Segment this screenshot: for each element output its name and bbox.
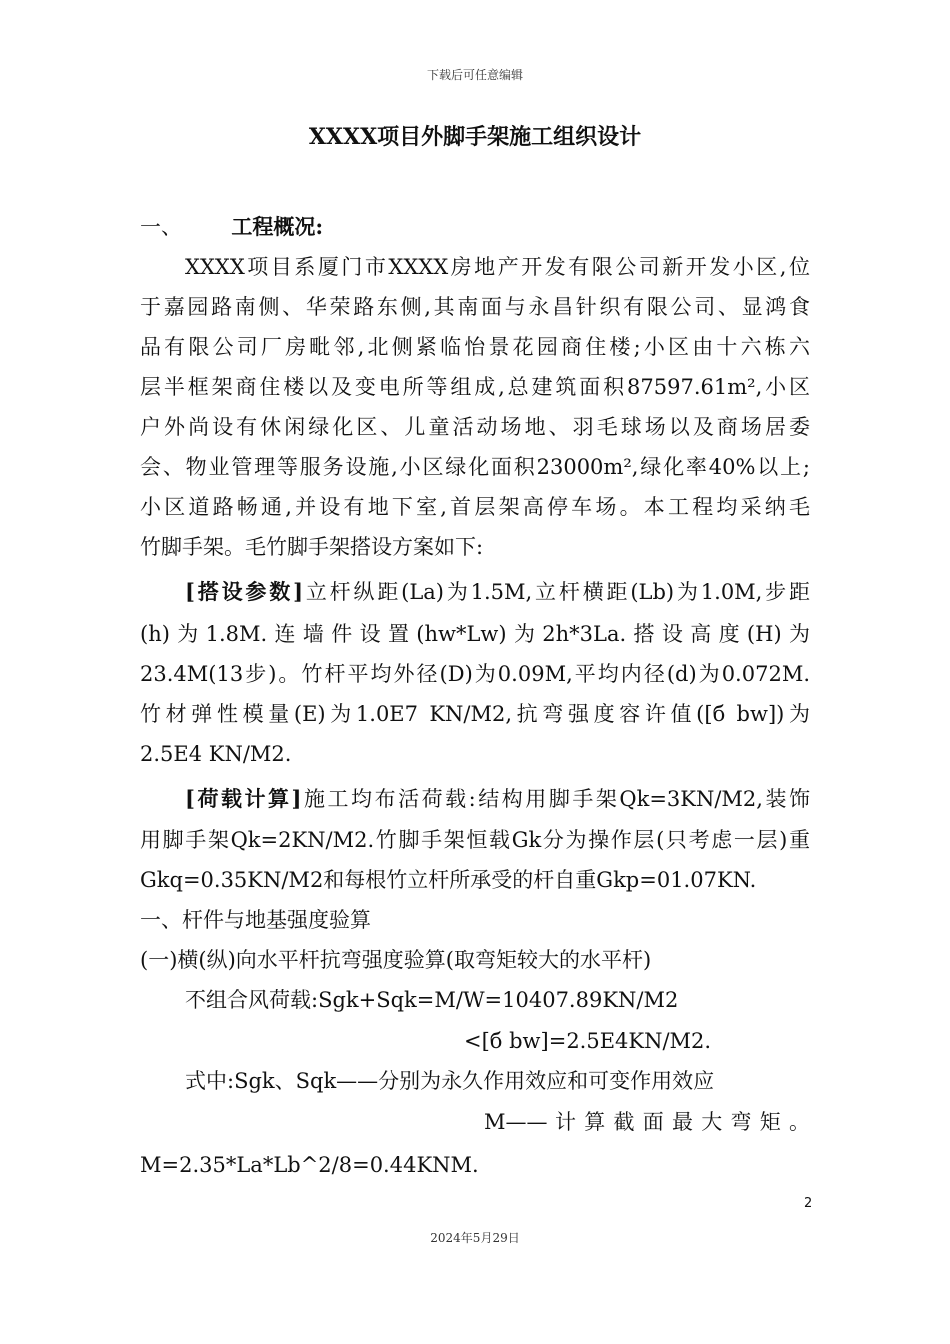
paragraph-line: 于嘉园路南侧、华荣路东侧,其南面与永昌针织有限公司、显鸿食 — [140, 295, 810, 319]
document-title: XXXX项目外脚手架施工组织设计 — [308, 124, 642, 150]
load-first-line — [185, 788, 810, 810]
section-heading — [140, 216, 323, 238]
page-number: 2 — [804, 1196, 813, 1211]
params-line: 23.4M(13步)。竹杆平均外径(D)为0.09M,平均内径(d)为0.072M. — [140, 662, 810, 686]
params-label: [搭设参数] — [185, 579, 304, 604]
load-line: Gkq=0.35KN/M2和每根竹立杆所承受的杆自重Gkp=01.07KN. — [140, 868, 757, 892]
paragraph-line: XXXX项目系厦门市XXXX房地产开发有限公司新开发小区,位 — [185, 255, 810, 279]
section-title: 工程概况: — [231, 214, 324, 239]
params-first-line — [185, 581, 810, 603]
paragraph-line: 户外尚设有休闲绿化区、儿童活动场地、羽毛球场以及商场居委 — [140, 415, 810, 439]
load-line: 用脚手架Qk=2KN/M2.竹脚手架恒载Gk分为操作层(只考虑一层)重 — [140, 828, 810, 852]
paragraph-line: 层半框架商住楼以及变电所等组成,总建筑面积87597.61m²,小区 — [140, 375, 810, 399]
params-text: 立杆纵距(La)为1.5M,立杆横距(Lb)为1.0M,步距 — [303, 580, 811, 604]
page-header: 下载后可任意编辑 — [426, 68, 523, 82]
formula-line: M—— 计 算 截 面 最 大 弯 矩 。 — [484, 1110, 810, 1134]
params-line: 2.5E4 KN/M2. — [140, 742, 292, 766]
paragraph-line: 品有限公司厂房毗邻,北侧紧临怡景花园商住楼;小区由十六栋六 — [140, 335, 810, 359]
paragraph-line: 小区道路畅通,并设有地下室,首层架高停车场。本工程均采纳毛 — [140, 495, 810, 519]
formula-line: 不组合风荷载:Sgk+Sqk=M/W=10407.89KN/M2 — [185, 988, 679, 1012]
paragraph-line: 竹脚手架。毛竹脚手架搭设方案如下: — [140, 535, 484, 559]
formula-line: M=2.35*La*Lb^2/8=0.44KNM. — [140, 1153, 479, 1177]
params-line: 竹材弹性模量(E)为1.0E7 KN/M2,抗弯强度容许值([б bw])为 — [140, 702, 810, 726]
formula-line: 式中:Sgk、Sqk——分别为永久作用效应和可变作用效应 — [185, 1069, 715, 1093]
section-number: 一、 — [140, 215, 182, 239]
formula-line: <[б bw]=2.5E4KN/M2. — [464, 1029, 712, 1053]
load-text: 施工均布活荷载:结构用脚手架Qk=3KN/M2,装饰 — [301, 787, 810, 811]
section-2-heading: 一、杆件与地基强度验算 — [140, 908, 371, 932]
paragraph-line: 会、物业管理等服务设施,小区绿化面积23000m²,绿化率40%以上; — [140, 455, 810, 479]
params-line: (h)为1.8M.连墙件设置(hw*Lw)为2h*3La.搭设高度(H)为 — [140, 622, 810, 646]
subsection-heading: (一)横(纵)向水平杆抗弯强度验算(取弯矩较大的水平杆) — [140, 948, 652, 972]
page-footer-date: 2024年5月29日 — [430, 1231, 520, 1245]
load-label: [荷载计算] — [185, 786, 302, 811]
